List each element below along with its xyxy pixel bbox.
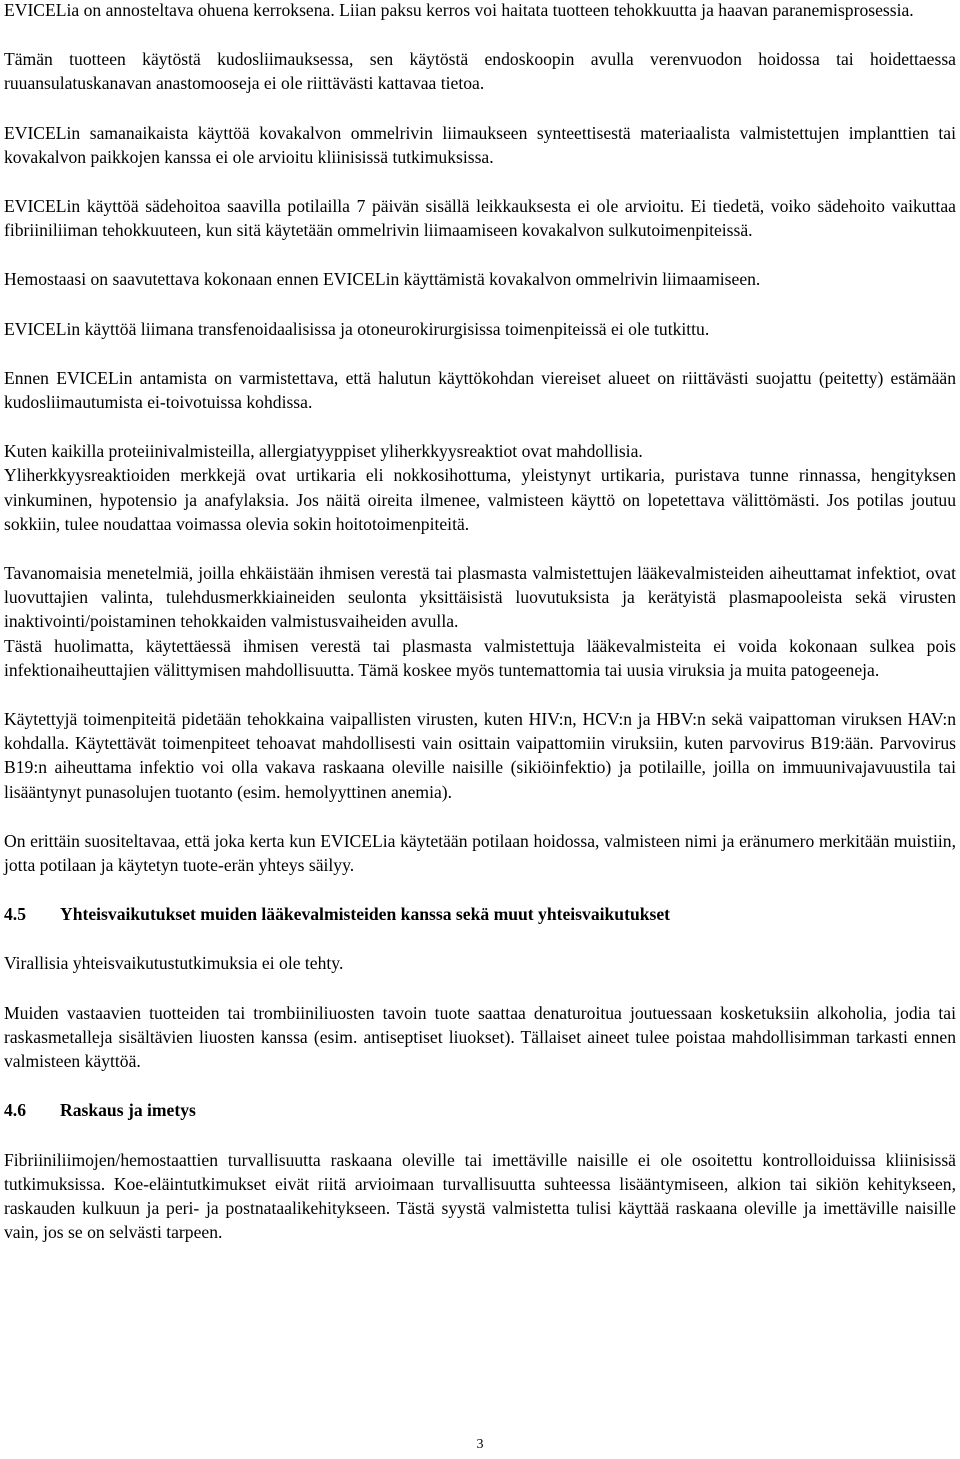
section-heading-4-6	[4, 1098, 956, 1122]
paragraph-dura-implants: EVICELin samanaikaista käyttöä kovakalvon ommelrivin liimaukseen synteettisestä materiaalista valmistettujen implanttien tai kovakalvon paikkojen kanssa ei ole arvioitu kliinisissä tutkimuksissa.	[4, 122, 956, 167]
paragraph-allergy: Kuten kaikilla proteiinivalmisteilla, allergiatyyppiset yliherkkyysreaktiot ovat mahdollisia.	[4, 441, 643, 462]
section-heading-4-5	[4, 902, 956, 926]
paragraph-protect-areas: Ennen EVICELin antamista on varmistettava, että halutun käyttökohdan viereiset alueet on riittävästi suojattu (peitetty) estämään kudosliimautumista ei-toivotuissa kohdissa.	[4, 367, 956, 413]
section-title: Yhteisvaikutukset muiden lääkevalmisteiden kanssa sekä muut yhteisvaikutukset	[60, 904, 671, 925]
paragraph-hypersensitivity-signs: Yliherkkyysreaktioiden merkkejä ovat urtikaria eli nokkosihottuma, yleistynyt urtikaria, puristava tunne rinnassa, hengityksen vinkuminen, hypotensio ja anafylaksia. Jos näitä oireita ilmenee, valmisteen käyttö on lopetettava välittömästi. Jos potilas joutuu sokkiin, tulee noudattaa voimassa olevia sokin hoitotoimenpiteitä.	[4, 465, 956, 534]
paragraph-infection-prevention: Tavanomaisia menetelmiä, joilla ehkäistään ihmisen verestä tai plasmasta valmistettujen lääkevalmisteiden aiheuttamat infektiot, ovat luovuttajien valinta, tulehdusmerkkiaineiden seulonta yksittäisistä luovutuksista ja kerätyistä plasmapooleista sekä virusten inaktivointi/poistaminen tehokkaiden valmistusvaiheiden avulla.	[4, 563, 956, 632]
section-title: Raskaus ja imetys	[60, 1100, 196, 1121]
page-number: 3	[476, 1437, 484, 1452]
paragraph-radiotherapy: EVICELin käyttöä sädehoitoa saavilla potilailla 7 päivän sisällä leikkauksesta ei ole arvioitu. Ei tiedetä, voiko sädehoito vaikuttaa fibriiniliiman tehokkuuteen, kun sitä käytetään ommelrivin liimaamiseen kovakalvon sulkutoimenpiteissä.	[4, 196, 956, 241]
paragraph-no-interaction-studies: Virallisia yhteisvaikutustutkimuksia ei ole tehty.	[4, 953, 344, 974]
document-page	[4, 0, 956, 1244]
section-number: 4.5	[4, 904, 26, 925]
section-number: 4.6	[4, 1100, 26, 1121]
paragraph-virus-measures: Käytettyjä toimenpiteitä pidetään tehokkaina vaipallisten virusten, kuten HIV:n, HCV:n ja HBV:n sekä vaipattoman viruksen HAV:n kohdalla. Käytettävät toimenpiteet tehoavat mahdollisesti vain osittain vaipattomiin viruksiin, kuten parvovirus B19:ään. Parvovirus B19:n aiheuttama infektio voi olla vakava raskaana oleville naisille (sikiöinfektio) ja potilaille, joilla on immuunivajavuustila tai lisääntynyt punasolujen tuotanto (esim. hemolyyttinen anemia).	[4, 709, 956, 802]
paragraph-insufficient-data: Tämän tuotteen käytöstä kudosliimauksessa, sen käytöstä endoskoopin avulla verenvuodon hoidossa tai hoidettaessa ruuansulatuskanavan anastomooseja ei ole riittävästi kattavaa tietoa.	[4, 49, 956, 94]
paragraph-infection-risk: Tästä huolimatta, käytettäessä ihmisen verestä tai plasmasta valmistettuja lääkevalmisteita ei voida kokonaan sulkea pois infektionaiheuttajien välittymisen mahdollisuutta. Tämä koskee myös tuntemattomia tai uusia viruksia ja muita patogeeneja.	[4, 635, 956, 680]
paragraph-application-layer: EVICELia on annosteltava ohuena kerroksena. Liian paksu kerros voi haitata tuotteen tehokkuutta ja haavan paranemisprosessia.	[4, 0, 914, 20]
paragraph-hemostasis: Hemostaasi on saavutettava kokonaan ennen EVICELin käyttämistä kovakalvon ommelrivin liimaamiseen.	[4, 269, 761, 290]
paragraph-pregnancy-safety: Fibriiniliimojen/hemostaattien turvallisuutta raskaana oleville tai imettäville naisille ei ole osoitettu kontrolloiduissa kliinisissä tutkimuksissa. Koe-eläintutkimukset eivät riitä arvioimaan turvallisuutta suhteessa lisääntymiseen, alkion tai sikiön kehitykseen, raskauden kulkuun ja peri- ja postnataalikehitykseen. Tästä syystä valmistetta tulisi käyttää raskaana oleville ja imettäville naisille vain, jos se on selvästi tarpeen.	[4, 1149, 956, 1243]
paragraph-denaturation: Muiden vastaavien tuotteiden tai trombiiniliuosten tavoin tuote saattaa denaturoitua joutuessaan kosketuksiin alkoholia, jodia tai raskasmetalleja sisältävien liuosten kanssa (esim. antiseptiset liuokset). Tällaiset aineet tulee poistaa mahdollisimman tarkasti ennen valmisteen käyttöä.	[4, 1002, 956, 1072]
paragraph-transsphenoidal: EVICELin käyttöä liimana transfenoidaalisissa ja otoneurokirurgisissa toimenpiteissä ei ole tutkittu.	[4, 318, 710, 339]
paragraph-batch-recording: On erittäin suositeltavaa, että joka kerta kun EVICELia käytetään potilaan hoidossa, valmisteen nimi ja eränumero merkitään muistiin, jotta potilaan ja käytetyn tuote-erän yhteys säilyy.	[4, 830, 956, 876]
